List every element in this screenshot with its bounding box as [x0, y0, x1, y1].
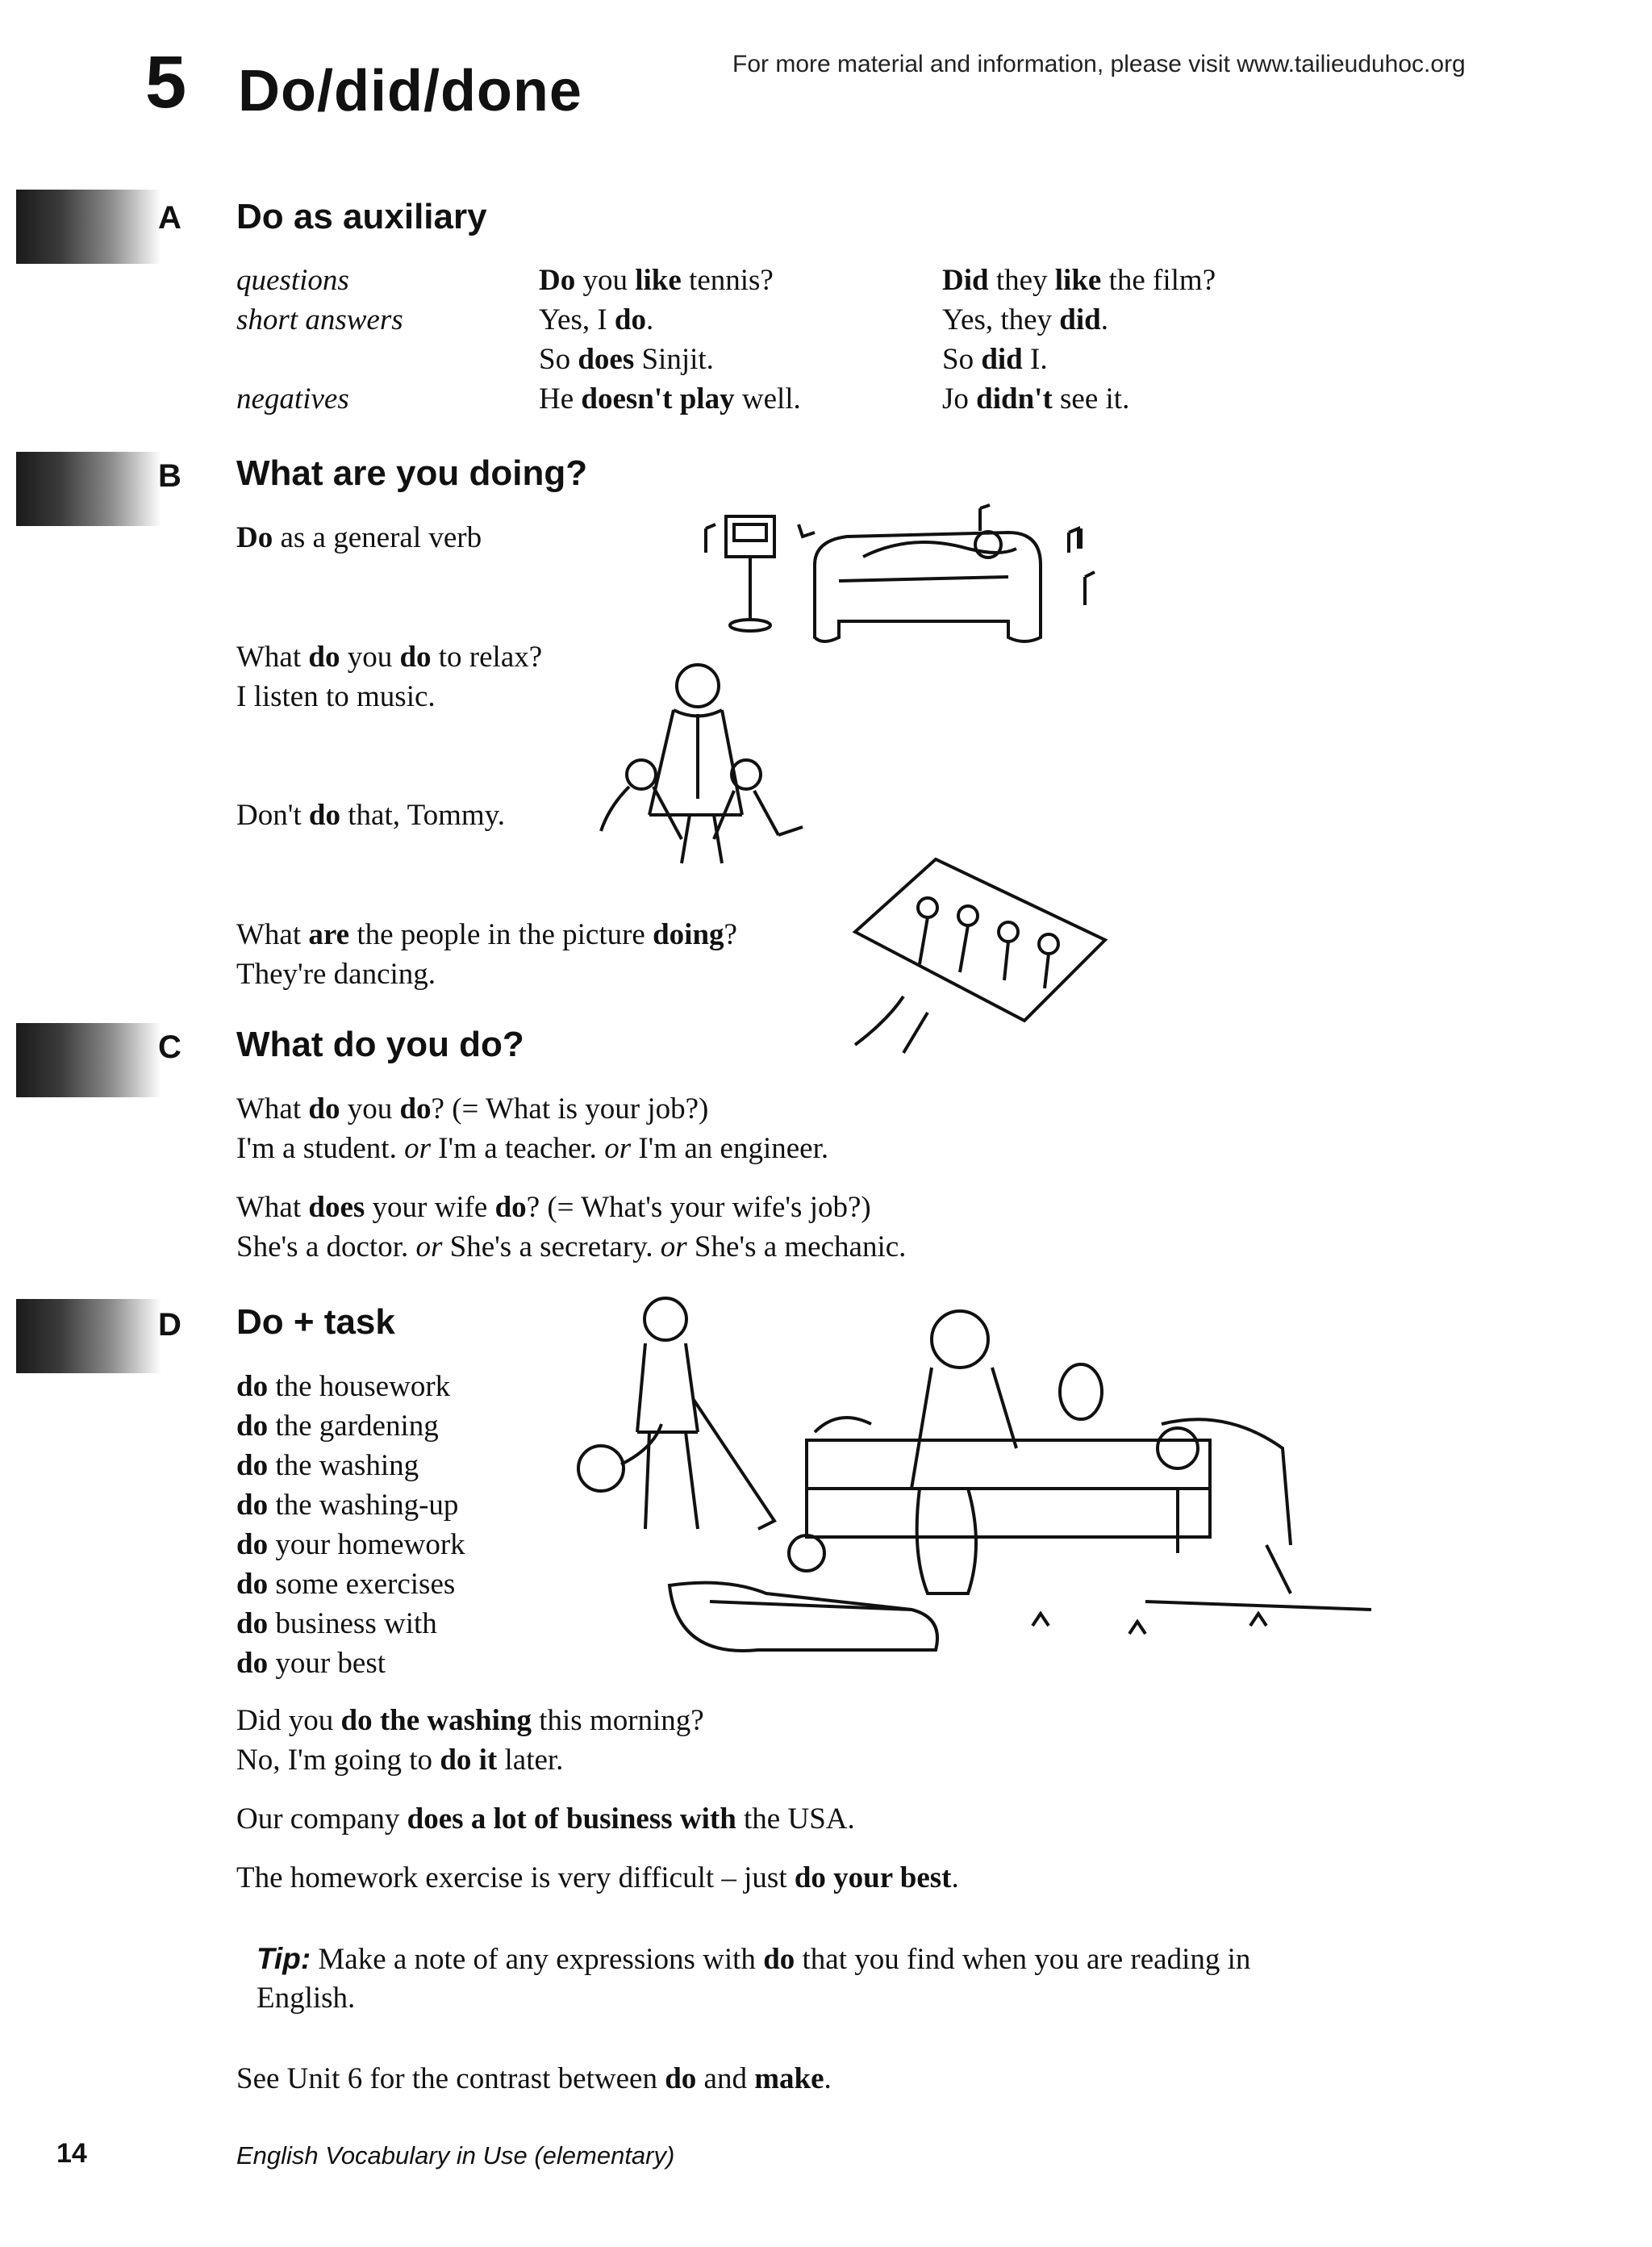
section-b-line-5: What are the people in the picture doing? — [236, 918, 737, 951]
section-d-example-1: Did you do the washing this morning? — [236, 1704, 704, 1737]
task-item: do the washing — [236, 1449, 419, 1482]
col1-negative: He doesn't play well. — [539, 382, 801, 416]
task-item: do the housework — [236, 1370, 451, 1403]
task-item: do the washing-up — [236, 1489, 459, 1522]
section-d-heading: Do + task — [236, 1302, 395, 1342]
page-number: 14 — [56, 2138, 87, 2169]
section-c-line-4: She's a doctor. or She's a secretary. or She's a mechanic. — [236, 1230, 907, 1263]
father-and-child-illustration — [585, 654, 827, 871]
tip-line-1: Tip: Make a note of any expressions with do that you find when you are reading in — [257, 1942, 1251, 1976]
label-short-answers: short answers — [236, 303, 403, 336]
section-d-letter: D — [158, 1307, 181, 1343]
section-d-example-4: The homework exercise is very difficult – just do your best. — [236, 1861, 959, 1894]
section-c-heading: What do you do? — [236, 1025, 524, 1064]
tip-line-2: English. — [257, 1982, 356, 2015]
section-b-line-2: What do you do to relax? — [236, 641, 543, 674]
section-c-line-2: I'm a student. or I'm a teacher. or I'm an engineer. — [236, 1132, 829, 1165]
col2-negative: Jo didn't see it. — [942, 382, 1130, 416]
see-also-note: See Unit 6 for the contrast between do and make. — [236, 2062, 832, 2095]
relaxing-on-sofa-illustration — [702, 500, 1121, 670]
tip-label: Tip: — [257, 1942, 311, 1975]
task-item: do business with — [236, 1607, 437, 1640]
task-item: do your homework — [236, 1528, 465, 1561]
section-d-marker — [16, 1299, 161, 1373]
section-c-line-1: What do you do? (= What is your job?) — [236, 1092, 709, 1126]
section-d-example-3: Our company does a lot of business with the USA. — [236, 1802, 855, 1836]
section-d-example-2: No, I'm going to do it later. — [236, 1744, 564, 1777]
section-a-heading: Do as auxiliary — [236, 197, 487, 236]
section-c-letter: C — [158, 1030, 181, 1065]
section-c-line-3: What does your wife do? (= What's your wife's job?) — [236, 1191, 871, 1224]
header-note: For more material and information, please visit www.tailieuduhoc.org — [732, 51, 1466, 77]
section-b-line-6: They're dancing. — [236, 958, 436, 991]
unit-number: 5 — [145, 41, 187, 123]
col2-question: Did they like the film? — [942, 264, 1216, 297]
household-tasks-illustration — [565, 1287, 1412, 1690]
dancing-picture-illustration — [839, 851, 1113, 1061]
section-b-line-1: Do as a general verb — [236, 521, 482, 554]
col1-short-answer: Yes, I do. — [539, 303, 654, 336]
col2-so-did: So did I. — [942, 343, 1048, 376]
section-b-line-4: Don't do that, Tommy. — [236, 799, 505, 832]
book-title: English Vocabulary in Use (elementary) — [236, 2141, 675, 2170]
section-a-marker — [16, 190, 161, 264]
label-negatives: negatives — [236, 382, 349, 416]
section-c-marker — [16, 1023, 161, 1097]
label-questions: questions — [236, 264, 349, 297]
section-b-letter: B — [158, 458, 181, 494]
section-b-marker — [16, 452, 161, 526]
section-a-letter: A — [158, 200, 181, 236]
task-item: do the gardening — [236, 1410, 439, 1443]
col1-so-does: So does Sinjit. — [539, 343, 714, 376]
task-item: do your best — [236, 1647, 386, 1680]
task-item: do some exercises — [236, 1568, 456, 1601]
section-b-line-3: I listen to music. — [236, 680, 436, 713]
section-b-heading: What are you doing? — [236, 453, 588, 493]
unit-title: Do/did/done — [238, 59, 582, 123]
col2-short-answer: Yes, they did. — [942, 303, 1108, 336]
col1-question: Do you like tennis? — [539, 264, 774, 297]
